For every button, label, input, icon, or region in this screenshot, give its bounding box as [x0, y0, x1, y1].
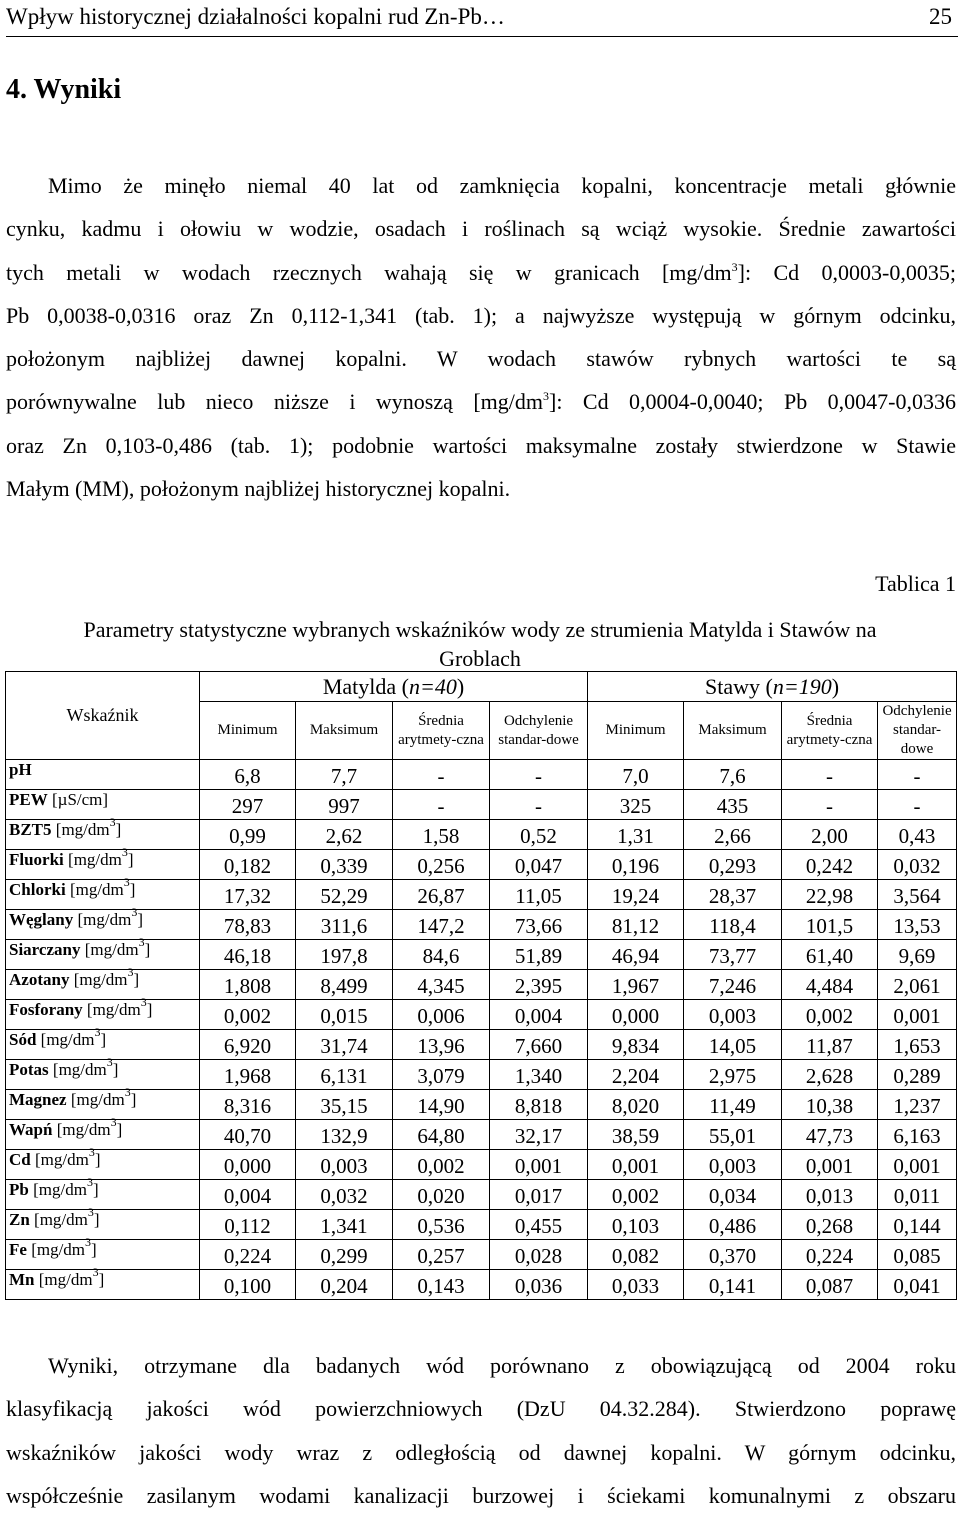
indicator-cell — [6, 1175, 200, 1210]
unit-close: ] — [98, 1270, 105, 1289]
value-cell: 0,017 — [490, 1180, 588, 1210]
unit-close: ] — [100, 1030, 107, 1049]
indicator-cell — [6, 875, 200, 910]
value-cell: 0,082 — [588, 1240, 684, 1270]
table-row — [6, 910, 957, 940]
header-col: Odchylenie standar-dowe — [490, 702, 588, 760]
value-cell: 9,834 — [588, 1030, 684, 1060]
table-row — [6, 1120, 957, 1150]
group-count: n=190 — [772, 674, 832, 699]
indicator-unit: [mg/dm — [69, 970, 128, 989]
value-cell: 0,143 — [393, 1270, 490, 1300]
unit-superscript: 3 — [106, 1055, 113, 1069]
value-cell: 0,370 — [684, 1240, 782, 1270]
value-cell: 0,455 — [490, 1210, 588, 1240]
unit-superscript: 3 — [92, 1265, 99, 1279]
value-cell: 4,484 — [782, 970, 878, 1000]
value-cell: 52,29 — [296, 880, 393, 910]
indicator-unit: [mg/dm — [52, 1120, 111, 1139]
text-fragment: ]: Cd 0,0004-0,0040; Pb 0,0047-0,0336 — [549, 389, 956, 415]
value-cell: 0,293 — [684, 850, 782, 880]
paragraph-line: Mimo że minęło niemal 40 lat od zamknięcia kopalni, koncentracje metali głównie — [48, 173, 956, 198]
paragraph-line: wskaźników jakości wody wraz z odległością od dawnej kopalni. W górnym odcinku, — [6, 1439, 956, 1465]
header-col: Maksimum — [296, 702, 393, 760]
value-cell: 0,011 — [878, 1180, 957, 1210]
unit-superscript: 3 — [110, 1115, 117, 1129]
value-cell: - — [782, 790, 878, 820]
value-cell: 73,77 — [684, 940, 782, 970]
unit-close: ] — [130, 1090, 137, 1109]
value-cell: 6,163 — [878, 1120, 957, 1150]
unit-superscript: 3 — [123, 875, 130, 889]
unit-close: ] — [94, 1150, 101, 1169]
indicator-unit: [mg/dm — [66, 1090, 125, 1109]
paragraph-line: Małym (MM), położonym najbliżej historycznej kopalni. — [6, 476, 511, 502]
unit-close: ] — [93, 1210, 100, 1229]
indicator-cell — [6, 1055, 200, 1090]
table-row — [6, 1210, 957, 1240]
unit-superscript: 3 — [87, 1205, 94, 1219]
value-cell: 46,94 — [588, 940, 684, 970]
value-cell: 297 — [200, 790, 296, 820]
value-cell: 1,237 — [878, 1090, 957, 1120]
table-row — [6, 1180, 957, 1210]
indicator-cell — [6, 965, 200, 1000]
indicator-unit: [µS/cm] — [47, 790, 109, 809]
table-caption — [4, 615, 956, 673]
value-cell: 0,015 — [296, 1000, 393, 1030]
value-cell: 197,8 — [296, 940, 393, 970]
indicator-name: Magnez — [9, 1090, 67, 1109]
value-cell: 0,268 — [782, 1210, 878, 1240]
header-indicator: Wskaźnik — [6, 672, 200, 760]
value-cell: 0,002 — [200, 1000, 296, 1030]
value-cell: 8,818 — [490, 1090, 588, 1120]
value-cell: 1,968 — [200, 1060, 296, 1090]
value-cell: 0,034 — [684, 1180, 782, 1210]
value-cell: 10,38 — [782, 1090, 878, 1120]
value-cell: 0,001 — [782, 1150, 878, 1180]
table-row — [6, 1030, 957, 1060]
indicator-name: Siarczany — [9, 940, 81, 959]
unit-superscript: 3 — [138, 935, 145, 949]
table-row — [6, 970, 957, 1000]
value-cell: 7,7 — [296, 760, 393, 790]
header-col: Średnia arytmety-czna — [782, 702, 878, 760]
value-cell: 0,004 — [200, 1180, 296, 1210]
text-fragment: ]: Cd 0,0003-0,0035; — [737, 259, 956, 285]
paragraph-line: oraz Zn 0,103-0,486 (tab. 1); podobnie wartości maksymalne zostały stwierdzone w Stawie — [6, 432, 956, 458]
indicator-cell — [6, 1115, 200, 1150]
caption-line: Groblach — [439, 646, 521, 671]
value-cell: 11,87 — [782, 1030, 878, 1060]
indicator-unit: [mg/dm — [65, 880, 124, 899]
table-row — [6, 1090, 957, 1120]
unit-close: ] — [116, 1120, 123, 1139]
indicator-unit: [mg/dm — [26, 1240, 86, 1259]
indicator-name: Mn — [9, 1270, 35, 1289]
indicator-unit: [mg/dm — [48, 1060, 107, 1079]
header-group-matylda — [200, 672, 588, 702]
value-cell: - — [878, 760, 957, 790]
paragraph-line: Wyniki, otrzymane dla badanych wód porównano z obowiązującą od 2004 roku — [48, 1353, 956, 1378]
text-fragment: tych metali w wodach rzecznych wahają się w granicach [mg/dm — [6, 259, 732, 285]
unit-close: ] — [127, 850, 134, 869]
value-cell: 28,37 — [684, 880, 782, 910]
superscript: 3 — [731, 259, 738, 274]
group-count: n=40 — [409, 674, 457, 699]
value-cell: 2,395 — [490, 970, 588, 1000]
value-cell: 64,80 — [393, 1120, 490, 1150]
value-cell: 11,49 — [684, 1090, 782, 1120]
value-cell: 0,003 — [296, 1150, 393, 1180]
value-cell: 1,31 — [588, 820, 684, 850]
value-cell: 2,00 — [782, 820, 878, 850]
group-close: ) — [831, 674, 840, 699]
header-col: Minimum — [200, 702, 296, 760]
value-cell: 118,4 — [684, 910, 782, 940]
indicator-name: Sód — [9, 1030, 37, 1049]
value-cell: - — [490, 790, 588, 820]
value-cell: 0,002 — [588, 1180, 684, 1210]
value-cell: 4,345 — [393, 970, 490, 1000]
table-row — [6, 1270, 957, 1300]
paragraph-line: klasyfikacją jakości wód powierzchniowych (DzU 04.32.284). Stwierdzono poprawę — [6, 1396, 956, 1422]
indicator-name: Fe — [9, 1240, 27, 1259]
unit-close: ] — [115, 820, 122, 839]
header-col: Średnia arytmety-czna — [393, 702, 490, 760]
group-label: Stawy ( — [705, 674, 773, 699]
value-cell: 0,000 — [588, 1000, 684, 1030]
header-col: Minimum — [588, 702, 684, 760]
value-cell: 8,020 — [588, 1090, 684, 1120]
value-cell: 0,004 — [490, 1000, 588, 1030]
indicator-unit: [mg/dm — [30, 1150, 89, 1169]
paragraph-line — [6, 251, 956, 294]
value-cell: 0,001 — [490, 1150, 588, 1180]
value-cell: 0,486 — [684, 1210, 782, 1240]
indicator-name: Pb — [9, 1180, 29, 1199]
indicator-unit: [mg/dm — [73, 910, 132, 929]
value-cell: 0,003 — [684, 1000, 782, 1030]
value-cell: 84,6 — [393, 940, 490, 970]
value-cell: 2,62 — [296, 820, 393, 850]
indicator-unit: [mg/dm — [28, 1180, 87, 1199]
indicator-name: Chlorki — [9, 880, 66, 899]
value-cell: 47,73 — [782, 1120, 878, 1150]
value-cell: 0,52 — [490, 820, 588, 850]
value-cell: 0,99 — [200, 820, 296, 850]
value-cell: - — [782, 760, 878, 790]
value-cell: 14,90 — [393, 1090, 490, 1120]
unit-close: ] — [137, 910, 143, 929]
value-cell: 0,196 — [588, 850, 684, 880]
table-row — [6, 1240, 957, 1270]
paragraph-line: położonym najbliżej dawnej kopalni. W wodach stawów rybnych wartości te są — [6, 346, 956, 372]
unit-superscript: 3 — [124, 1085, 131, 1099]
value-cell: 2,061 — [878, 970, 957, 1000]
value-cell: 7,0 — [588, 760, 684, 790]
unit-close: ] — [144, 940, 151, 959]
table-row — [6, 1150, 957, 1180]
indicator-name: Potas — [9, 1060, 49, 1079]
value-cell: 8,316 — [200, 1090, 296, 1120]
value-cell: 0,002 — [782, 1000, 878, 1030]
unit-close: ] — [92, 1180, 99, 1199]
paragraph-results — [6, 164, 956, 510]
unit-superscript: 3 — [86, 1175, 93, 1189]
value-cell: 101,5 — [782, 910, 878, 940]
value-cell: - — [393, 760, 490, 790]
running-title: Wpływ historycznej działalności kopalni rud Zn-Pb… — [6, 4, 505, 29]
value-cell: 0,036 — [490, 1270, 588, 1300]
value-cell: 0,087 — [782, 1270, 878, 1300]
table-row — [6, 940, 957, 970]
value-cell: 11,05 — [490, 880, 588, 910]
value-cell: 3,564 — [878, 880, 957, 910]
value-cell: 0,144 — [878, 1210, 957, 1240]
value-cell: 14,05 — [684, 1030, 782, 1060]
header-col: Maksimum — [684, 702, 782, 760]
indicator-unit: [mg/dm — [34, 1270, 93, 1289]
value-cell: 7,660 — [490, 1030, 588, 1060]
value-cell: 3,079 — [393, 1060, 490, 1090]
value-cell: 73,66 — [490, 910, 588, 940]
indicator-unit: [mg/dm — [51, 820, 110, 839]
indicator-unit: [mg/dm — [36, 1030, 95, 1049]
value-cell: 311,6 — [296, 910, 393, 940]
value-cell: 0,43 — [878, 820, 957, 850]
value-cell: 61,40 — [782, 940, 878, 970]
value-cell: 0,141 — [684, 1270, 782, 1300]
value-cell: 35,15 — [296, 1090, 393, 1120]
group-close: ) — [456, 674, 465, 699]
value-cell: 0,224 — [200, 1240, 296, 1270]
table-row — [6, 820, 957, 850]
indicator-cell — [6, 1265, 200, 1300]
value-cell: 78,83 — [200, 910, 296, 940]
unit-close: ] — [146, 1000, 153, 1019]
value-cell: 46,18 — [200, 940, 296, 970]
value-cell: 0,242 — [782, 850, 878, 880]
text-fragment: porównywalne lub nieco niższe i wynoszą [mg/dm — [6, 389, 544, 415]
indicator-cell — [6, 790, 200, 820]
value-cell: 2,975 — [684, 1060, 782, 1090]
indicator-cell — [6, 1085, 200, 1120]
value-cell: - — [878, 790, 957, 820]
indicator-cell — [6, 1025, 200, 1060]
value-cell: 0,032 — [296, 1180, 393, 1210]
indicator-cell — [6, 1205, 200, 1240]
value-cell: 22,98 — [782, 880, 878, 910]
indicator-cell — [6, 760, 200, 790]
indicator-unit: [mg/dm — [29, 1210, 88, 1229]
value-cell: - — [393, 790, 490, 820]
value-cell: 0,000 — [200, 1150, 296, 1180]
unit-superscript: 3 — [140, 995, 147, 1009]
value-cell: 0,289 — [878, 1060, 957, 1090]
unit-superscript: 3 — [85, 1235, 92, 1249]
unit-superscript: 3 — [94, 1025, 101, 1039]
value-cell: 2,628 — [782, 1060, 878, 1090]
value-cell: 55,01 — [684, 1120, 782, 1150]
table-row — [6, 880, 957, 910]
value-cell: 2,204 — [588, 1060, 684, 1090]
indicator-name: Cd — [9, 1150, 31, 1169]
value-cell: 325 — [588, 790, 684, 820]
indicator-cell — [6, 815, 200, 850]
indicator-cell — [6, 845, 200, 880]
header-col: Odchylenie standar-dowe — [878, 702, 957, 760]
value-cell: - — [490, 760, 588, 790]
value-cell: 0,041 — [878, 1270, 957, 1300]
value-cell: 38,59 — [588, 1120, 684, 1150]
value-cell: 0,006 — [393, 1000, 490, 1030]
unit-superscript: 3 — [88, 1145, 95, 1159]
value-cell: 0,100 — [200, 1270, 296, 1300]
value-cell: 435 — [684, 790, 782, 820]
value-cell: 0,033 — [588, 1270, 684, 1300]
value-cell: 147,2 — [393, 910, 490, 940]
unit-close: ] — [112, 1060, 119, 1079]
value-cell: 1,967 — [588, 970, 684, 1000]
table-label: Tablica 1 — [875, 571, 956, 596]
value-cell: 0,339 — [296, 850, 393, 880]
value-cell: 7,6 — [684, 760, 782, 790]
page-number: 25 — [929, 4, 952, 29]
section-title: 4. Wyniki — [6, 74, 122, 105]
value-cell: 0,536 — [393, 1210, 490, 1240]
unit-close: ] — [129, 880, 136, 899]
value-cell: 0,001 — [588, 1150, 684, 1180]
value-cell: 0,299 — [296, 1240, 393, 1270]
unit-superscript: 3 — [131, 905, 138, 919]
value-cell: 0,003 — [684, 1150, 782, 1180]
unit-superscript: 3 — [109, 815, 116, 829]
indicator-cell — [6, 905, 200, 940]
indicator-name: Azotany — [9, 970, 70, 989]
indicator-name: PEW — [9, 790, 48, 809]
value-cell: 0,020 — [393, 1180, 490, 1210]
indicator-unit: [mg/dm — [80, 940, 139, 959]
value-cell: 8,499 — [296, 970, 393, 1000]
value-cell: 13,53 — [878, 910, 957, 940]
value-cell: 6,8 — [200, 760, 296, 790]
value-cell: 1,341 — [296, 1210, 393, 1240]
indicator-name: Fosforany — [9, 1000, 83, 1019]
value-cell: 19,24 — [588, 880, 684, 910]
value-cell: 0,224 — [782, 1240, 878, 1270]
value-cell: 0,182 — [200, 850, 296, 880]
value-cell: 9,69 — [878, 940, 957, 970]
indicator-unit: [mg/dm — [82, 1000, 141, 1019]
value-cell: 1,58 — [393, 820, 490, 850]
running-header — [6, 0, 958, 37]
value-cell: 81,12 — [588, 910, 684, 940]
indicator-name: Wapń — [9, 1120, 53, 1139]
unit-superscript: 3 — [127, 965, 134, 979]
table-row — [6, 1060, 957, 1090]
value-cell: 26,87 — [393, 880, 490, 910]
value-cell: 2,66 — [684, 820, 782, 850]
unit-close: ] — [133, 970, 140, 989]
indicator-name: Fluorki — [9, 850, 64, 869]
value-cell: 7,246 — [684, 970, 782, 1000]
value-cell: 32,17 — [490, 1120, 588, 1150]
paragraph-comparison — [6, 1344, 956, 1517]
indicator-cell — [6, 935, 200, 970]
paragraph-line: współcześnie zasilanym wodami kanalizacji burzowej i ściekami komunalnymi z obszaru — [6, 1482, 956, 1508]
table-row — [6, 1000, 957, 1030]
value-cell: 132,9 — [296, 1120, 393, 1150]
indicator-name: Węglany — [9, 910, 74, 929]
value-cell: 0,256 — [393, 850, 490, 880]
unit-superscript: 3 — [121, 845, 128, 859]
value-cell: 0,204 — [296, 1270, 393, 1300]
value-cell: 0,028 — [490, 1240, 588, 1270]
table-row — [6, 850, 957, 880]
value-cell: 1,653 — [878, 1030, 957, 1060]
value-cell: 0,001 — [878, 1000, 957, 1030]
value-cell: 31,74 — [296, 1030, 393, 1060]
value-cell: 6,920 — [200, 1030, 296, 1060]
superscript: 3 — [543, 389, 550, 404]
caption-line: Parametry statystyczne wybranych wskaźników wody ze strumienia Matylda i Stawów na — [83, 617, 877, 642]
indicator-cell — [6, 1145, 200, 1180]
header-group-stawy — [588, 672, 957, 702]
data-table — [5, 671, 957, 1300]
value-cell: 40,70 — [200, 1120, 296, 1150]
indicator-name: pH — [9, 760, 32, 779]
unit-close: ] — [91, 1240, 97, 1259]
paragraph-line: Pb 0,0038-0,0316 oraz Zn 0,112-1,341 (tab. 1); a najwyższe występują w górnym odcinku, — [6, 302, 956, 328]
group-label: Matylda ( — [322, 674, 409, 699]
value-cell: 0,257 — [393, 1240, 490, 1270]
value-cell: 0,002 — [393, 1150, 490, 1180]
value-cell: 6,131 — [296, 1060, 393, 1090]
value-cell: 17,32 — [200, 880, 296, 910]
value-cell: 1,808 — [200, 970, 296, 1000]
indicator-cell — [6, 995, 200, 1030]
paragraph-line: cynku, kadmu i ołowiu w wodzie, osadach i roślinach są wciąż wysokie. Średnie zawartości — [6, 216, 956, 242]
value-cell: 0,112 — [200, 1210, 296, 1240]
value-cell: 13,96 — [393, 1030, 490, 1060]
indicator-name: Zn — [9, 1210, 30, 1229]
value-cell: 0,013 — [782, 1180, 878, 1210]
value-cell: 51,89 — [490, 940, 588, 970]
table-row — [6, 760, 957, 790]
value-cell: 0,001 — [878, 1150, 957, 1180]
indicator-cell — [6, 1235, 200, 1270]
value-cell: 1,340 — [490, 1060, 588, 1090]
value-cell: 997 — [296, 790, 393, 820]
indicator-unit: [mg/dm — [63, 850, 122, 869]
value-cell: 0,032 — [878, 850, 957, 880]
table-row — [6, 790, 957, 820]
paragraph-line — [6, 380, 956, 423]
value-cell: 0,103 — [588, 1210, 684, 1240]
indicator-name: BZT5 — [9, 820, 52, 839]
value-cell: 0,085 — [878, 1240, 957, 1270]
value-cell: 0,047 — [490, 850, 588, 880]
